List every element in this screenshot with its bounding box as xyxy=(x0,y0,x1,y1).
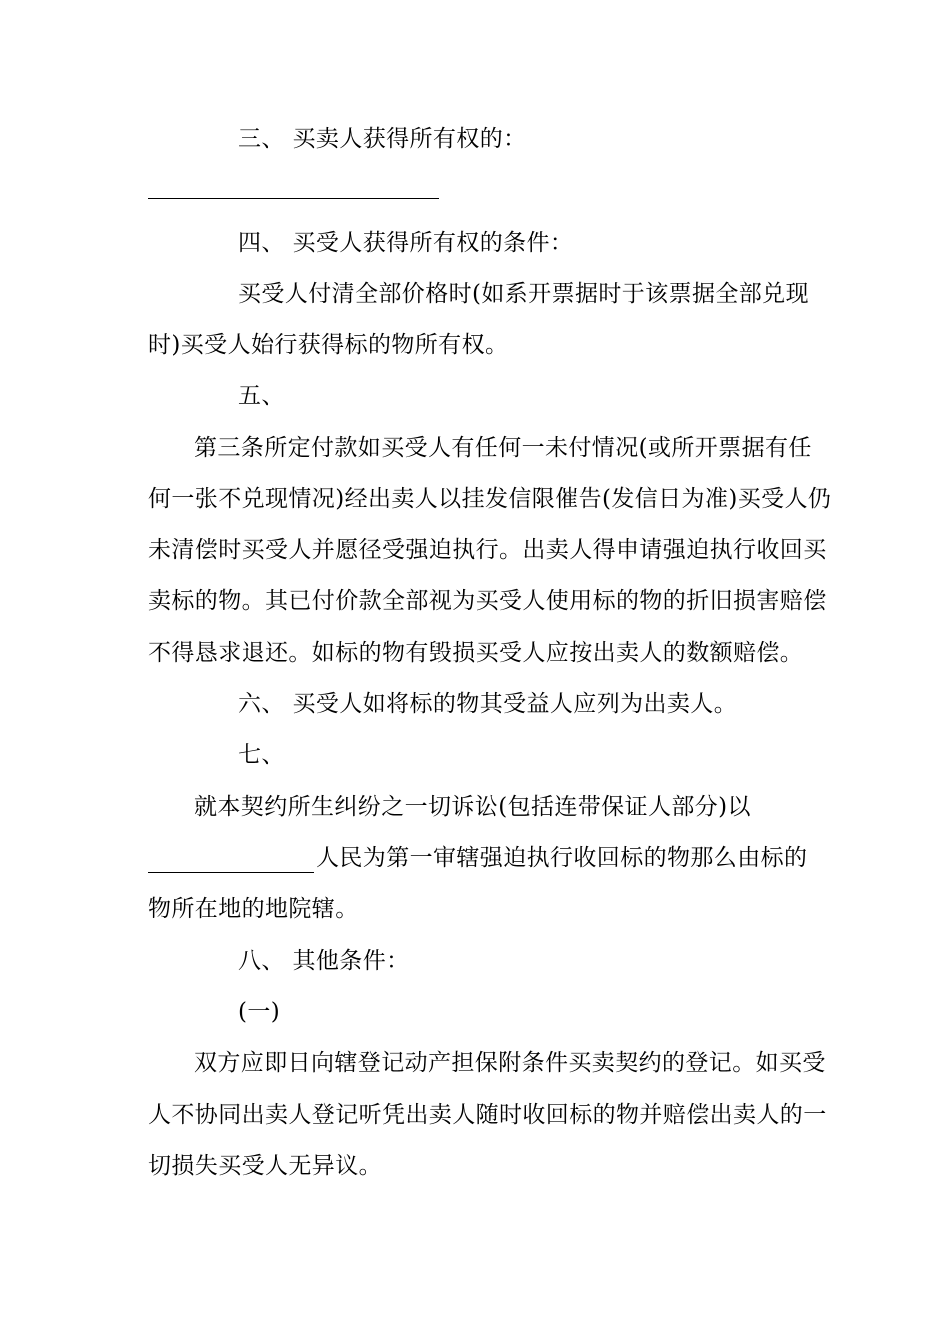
paragraph-line: 物所在地的地院辖。 xyxy=(148,896,359,922)
paragraph-line: 人不协同出卖人登记听凭出卖人随时收回标的物并赔偿出卖人的一 xyxy=(148,1102,827,1128)
section-3-heading: 三、 买卖人获得所有权的： xyxy=(238,126,527,152)
subsection-1-heading: (一) xyxy=(238,999,281,1025)
paragraph-line: 就本契约所生纠纷之一切诉讼(包括连带保证人部分)以 xyxy=(194,794,751,820)
section-5-heading: 五、 xyxy=(238,383,285,409)
paragraph-line: 卖标的物。其已付价款全部视为买受人使用标的物的折旧损害赔偿 xyxy=(148,588,827,614)
section-8-heading: 八、 其他条件： xyxy=(238,948,410,974)
section-7-heading: 七、 xyxy=(238,742,285,768)
fill-in-blank-line xyxy=(148,198,439,199)
paragraph-line: 不得恳求退还。如标的物有毁损买受人应按出卖人的数额赔偿。 xyxy=(148,640,804,666)
section-4-heading: 四、 买受人获得所有权的条件： xyxy=(238,230,574,256)
paragraph-line: 第三条所定付款如买受人有任何一未付情况(或所开票据有任 xyxy=(194,435,812,461)
paragraph-line: 买受人付清全部价格时(如系开票据时于该票据全部兑现 xyxy=(238,281,809,307)
paragraph-line: 未清偿时买受人并愿径受强迫执行。出卖人得申请强迫执行收回买 xyxy=(148,537,827,563)
paragraph-line: 时)买受人始行获得标的物所有权。 xyxy=(148,332,509,358)
court-name-blank xyxy=(148,848,314,873)
paragraph-line: 切损失买受人无异议。 xyxy=(148,1153,382,1179)
paragraph-line: 何一张不兑现情况)经出卖人以挂发信限催告(发信日为准)买受人仍 xyxy=(148,486,832,512)
section-6-heading: 六、 买受人如将标的物其受益人应列为出卖人。 xyxy=(238,691,738,717)
paragraph-line: 双方应即日向辖登记动产担保附条件买卖契约的登记。如买受 xyxy=(194,1050,826,1076)
paragraph-line-text: 人民为第一审辖强迫执行收回标的物那么由标的 xyxy=(316,845,808,871)
paragraph-line-with-blank xyxy=(148,843,808,873)
